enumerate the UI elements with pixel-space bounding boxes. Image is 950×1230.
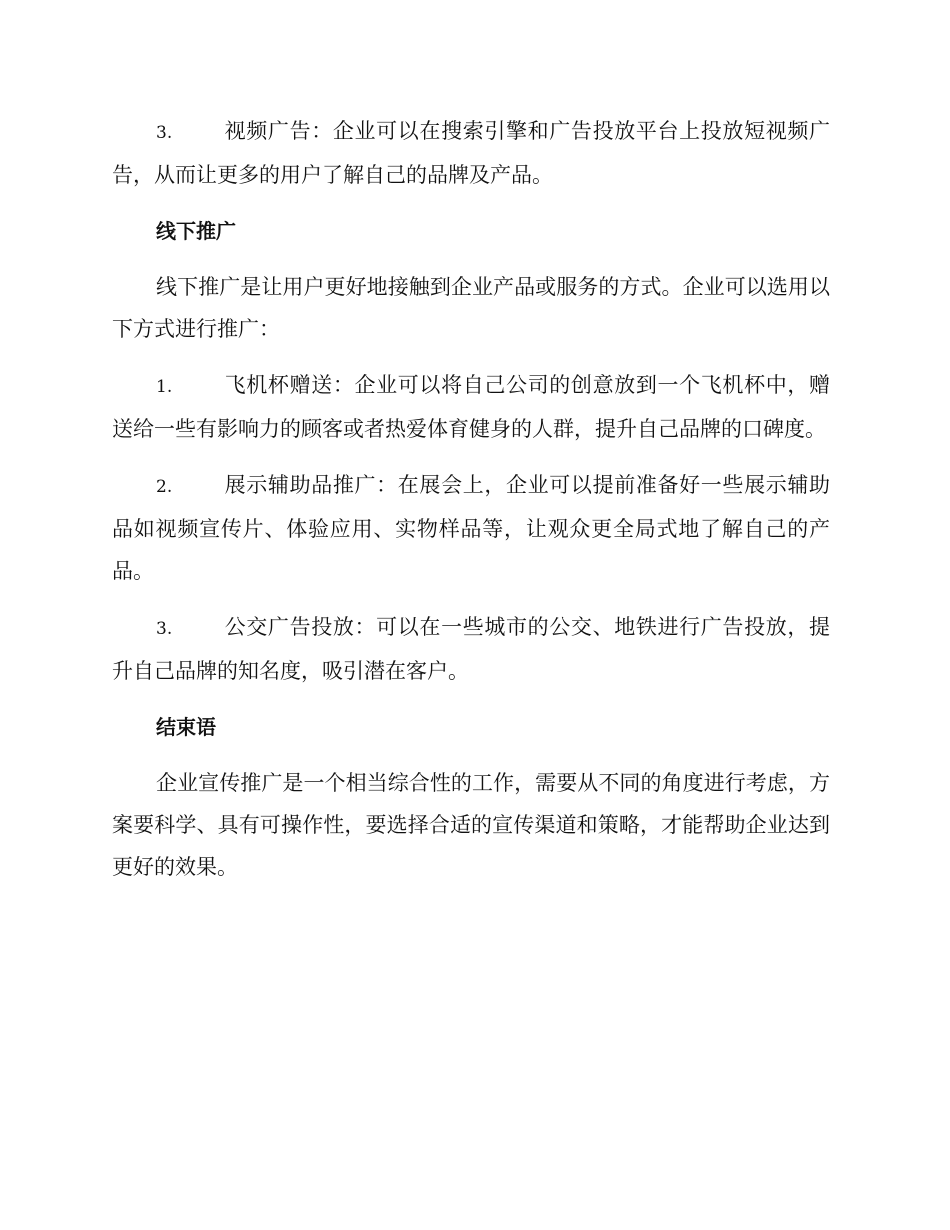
conclusion-paragraph: 企业宣传推广是一个相当综合性的工作，需要从不同的角度进行考虑，方案要科学、具有可操作性，要选择合适的宣传渠道和策略，才能帮助企业达到更好的效果。 [112, 771, 830, 879]
list-item-text: 公交广告投放：可以在一些城市的公交、地铁进行广告投放，提升自己品牌的知名度，吸引潜在客户。 [112, 615, 830, 683]
list-item-cup-gift [112, 364, 830, 450]
section-heading-offline: 线下推广 [156, 219, 236, 243]
list-number: 1. [156, 377, 173, 397]
list-item-text: 视频广告：企业可以在搜索引擎和广告投放平台上投放短视频广告，从而让更多的用户了解自己的品牌及产品。 [112, 119, 830, 187]
list-number: 3. [156, 123, 173, 143]
section-heading-conclusion: 结束语 [156, 715, 216, 739]
list-number: 3. [156, 619, 173, 639]
list-item-transit-ads [112, 606, 830, 692]
offline-intro-paragraph: 线下推广是让用户更好地接触到企业产品或服务的方式。企业可以选用以下方式进行推广： [112, 275, 830, 341]
list-item-text: 展示辅助品推广：在展会上，企业可以提前准备好一些展示辅助品如视频宣传片、体验应用、实物样品等，让观众更全局式地了解自己的产品。 [112, 473, 830, 583]
list-number: 2. [156, 477, 173, 497]
list-item-exhibition [112, 464, 830, 592]
list-item-video-ads [112, 110, 830, 196]
list-item-text: 飞机杯赠送：企业可以将自己公司的创意放到一个飞机杯中，赠送给一些有影响力的顾客或者热爱体育健身的人群，提升自己品牌的口碑度。 [112, 373, 830, 441]
